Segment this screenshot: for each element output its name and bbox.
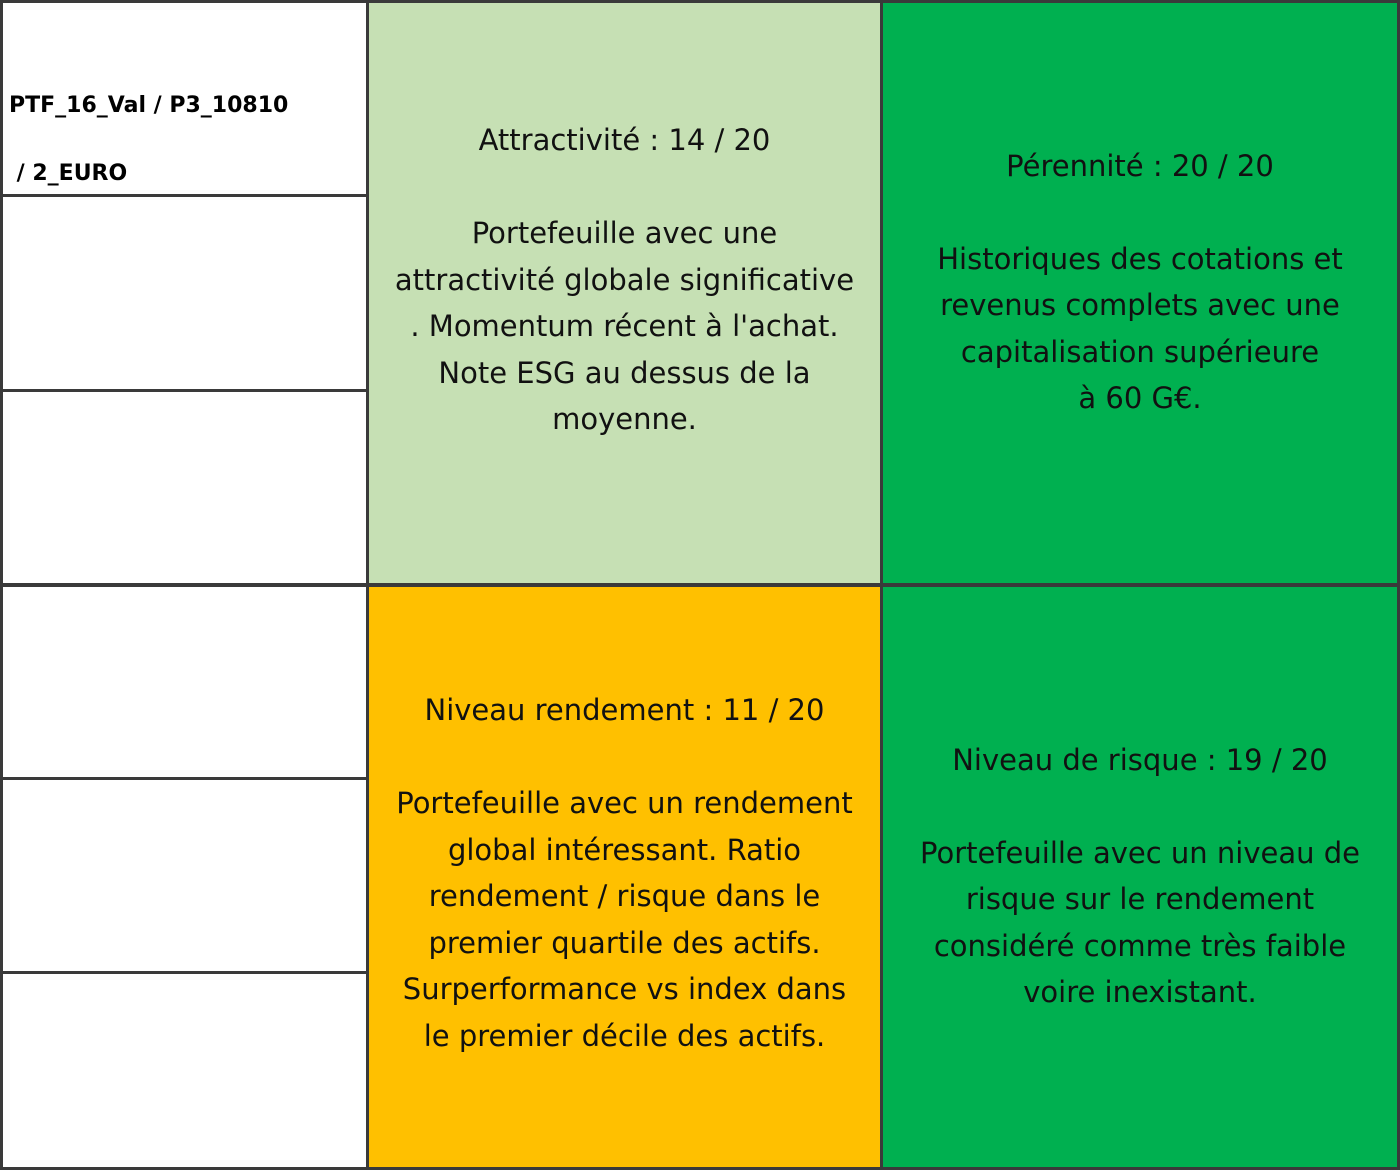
perennite-title: Pérennité : 20 / 20: [1006, 148, 1274, 183]
empty-cell-4: [3, 587, 366, 777]
empty-cell-6: [3, 974, 366, 1167]
attractivite-cell: [369, 3, 880, 583]
portfolio-line-2: / 2_EURO: [9, 161, 128, 186]
attractivite-title: Attractivité : 14 / 20: [478, 123, 771, 158]
portfolio-line-1: PTF_16_Val / P3_10810: [9, 93, 289, 118]
risque-cell: [883, 587, 1397, 1167]
rendement-cell: [369, 587, 880, 1167]
rendement-description: Portefeuille avec un rendement global intéressant. Ratio rendement / risque dans le premier quartile des actifs. Surperformance vs index dans le premier décile des actifs.: [396, 786, 853, 1053]
empty-cell-3: [3, 392, 366, 583]
portfolio-label-cell: [3, 3, 366, 194]
perennite-description: Historiques des cotations et revenus complets avec une capitalisation supérieure à 60 G€.: [937, 241, 1343, 415]
attractivite-description: Portefeuille avec une attractivité globale significative . Momentum récent à l'achat. Note ESG au dessus de la moyenne.: [394, 216, 855, 437]
risque-title: Niveau de risque : 19 / 20: [952, 742, 1328, 777]
risque-description: Portefeuille avec un niveau de risque sur le rendement considéré comme très faible voire inexistant.: [920, 835, 1360, 1009]
empty-cell-2: [3, 197, 366, 389]
empty-cell-5: [3, 780, 366, 971]
perennite-cell: [883, 3, 1397, 583]
rendement-title: Niveau rendement : 11 / 20: [424, 693, 825, 727]
